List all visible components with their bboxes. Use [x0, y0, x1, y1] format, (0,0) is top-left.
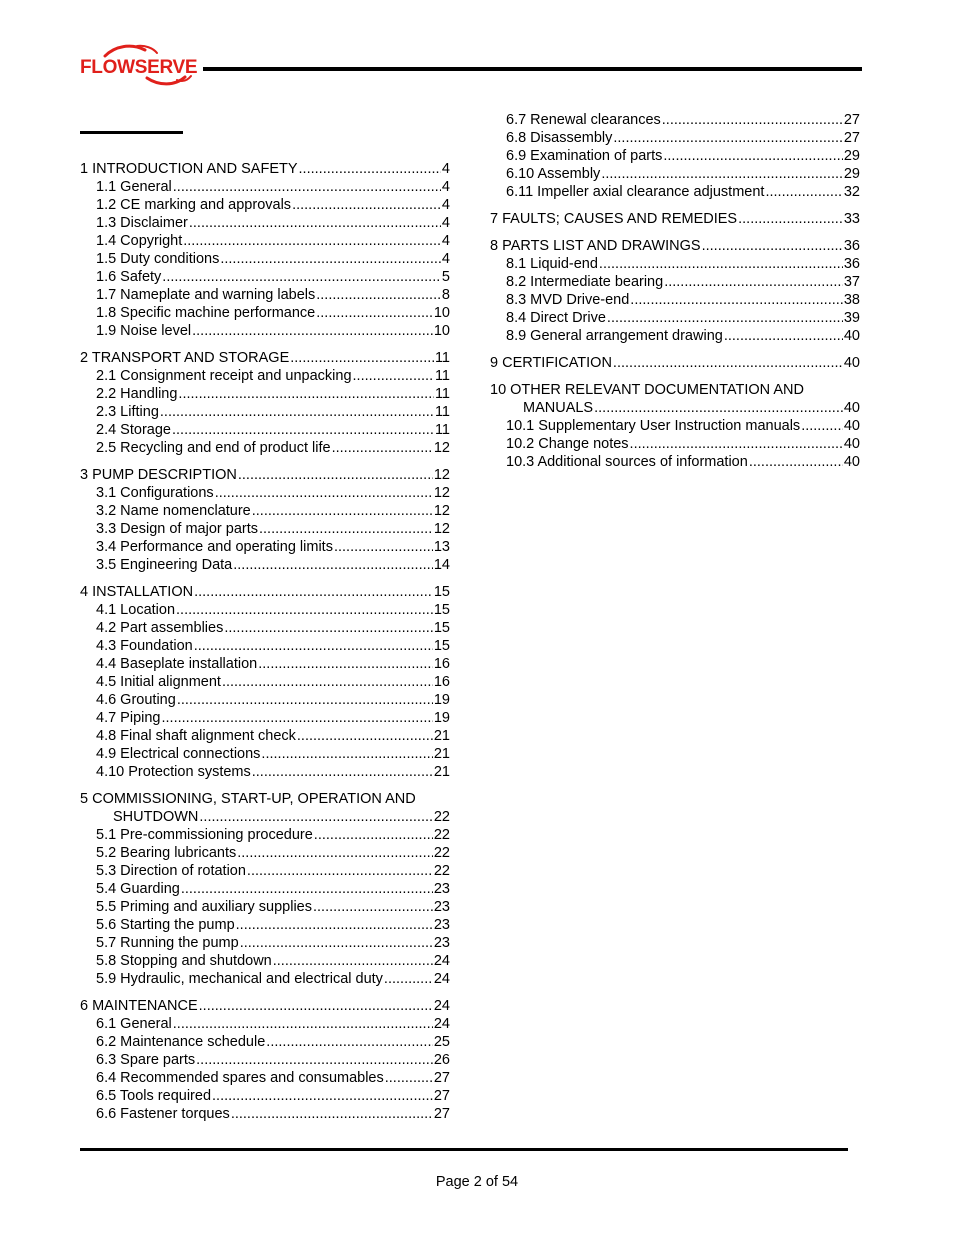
toc-entry-title: 1.1 General [96, 179, 172, 195]
toc-entry-title: 2.1 Consignment receipt and unpacking [96, 368, 352, 384]
dot-leader [189, 214, 441, 232]
toc-entry-page: 19 [433, 692, 450, 708]
toc-subsection-entry[interactable] [80, 367, 450, 385]
toc-entry-page: 21 [433, 746, 450, 762]
dot-leader [630, 291, 843, 309]
dot-leader [212, 1087, 433, 1105]
toc-subsection-entry[interactable] [80, 916, 450, 934]
toc-entry-page: 40 [843, 328, 860, 344]
toc-entry-page: 12 [433, 440, 450, 456]
toc-entry-page: 27 [433, 1106, 450, 1122]
dot-leader [247, 862, 433, 880]
dot-leader [199, 997, 433, 1015]
toc-subsection-entry[interactable] [490, 165, 860, 183]
toc-subsection-entry[interactable] [80, 214, 450, 232]
toc-entry-title: 4.6 Grouting [96, 692, 176, 708]
dot-leader [224, 619, 433, 637]
toc-entry-title: 4.2 Part assemblies [96, 620, 224, 636]
toc-entry-title: 1.5 Duty conditions [96, 251, 220, 267]
dot-leader [299, 160, 441, 178]
toc-entry-page: 27 [843, 130, 860, 146]
toc-subsection-entry[interactable] [490, 309, 860, 327]
toc-subsection-entry[interactable] [80, 709, 450, 727]
dot-leader [238, 466, 433, 484]
toc-entry-title: 1.8 Specific machine performance [96, 305, 316, 321]
toc-section [80, 160, 450, 340]
toc-section [490, 237, 860, 345]
toc-entry-page: 22 [433, 809, 450, 825]
toc-entry-title: 8.1 Liquid-end [506, 256, 598, 272]
dot-leader [252, 763, 433, 781]
dot-leader [594, 399, 843, 417]
toc-subsection-entry[interactable] [80, 439, 450, 457]
toc-subsection-entry[interactable] [80, 520, 450, 538]
toc-subsection-entry[interactable] [80, 844, 450, 862]
dot-leader [292, 196, 441, 214]
toc-subsection-entry[interactable] [80, 637, 450, 655]
dot-leader [316, 304, 433, 322]
toc-subsection-entry[interactable] [80, 178, 450, 196]
toc-section [80, 997, 450, 1123]
dot-leader [662, 111, 843, 129]
toc-entry-page: 16 [433, 674, 450, 690]
toc-entry-page: 11 [434, 422, 450, 438]
toc-entry-page: 11 [434, 350, 450, 366]
toc-entry-page: 24 [433, 1016, 450, 1032]
toc-section-heading[interactable] [490, 354, 860, 372]
toc-entry-title: 5.1 Pre-commissioning procedure [96, 827, 313, 843]
toc-entry-page: 25 [433, 1034, 450, 1050]
toc-entry-title: 6.11 Impeller axial clearance adjustment [506, 184, 765, 200]
toc-subsection-entry[interactable] [80, 232, 450, 250]
toc-subsection-entry[interactable] [490, 183, 860, 201]
toc-entry-page: 11 [434, 386, 450, 402]
toc-entry-title: 3.5 Engineering Data [96, 557, 233, 573]
dot-leader [613, 129, 842, 147]
dot-leader [316, 286, 441, 304]
dot-leader [702, 237, 843, 255]
dot-leader [663, 147, 842, 165]
toc-entry-title: 3.2 Name nomenclature [96, 503, 251, 519]
toc-entry-page: 29 [843, 166, 860, 182]
toc-section-heading-continuation[interactable] [490, 399, 860, 417]
toc-section-heading[interactable] [490, 237, 860, 255]
toc-entry-title: 1 INTRODUCTION AND SAFETY [80, 161, 298, 177]
toc-entry-title: 2.4 Storage [96, 422, 171, 438]
toc-entry-page: 12 [433, 503, 450, 519]
toc-subsection-entry[interactable] [490, 147, 860, 165]
toc-entry-page: 11 [434, 404, 450, 420]
toc-entry-page: 24 [433, 998, 450, 1014]
toc-subsection-entry[interactable] [80, 484, 450, 502]
toc-section [80, 790, 450, 988]
dot-leader [313, 898, 433, 916]
toc-entry-title: 4.7 Piping [96, 710, 161, 726]
toc-subsection-entry[interactable] [80, 880, 450, 898]
toc-subsection-entry[interactable] [490, 273, 860, 291]
toc-entry-page: 23 [433, 917, 450, 933]
toc-entry-title: 6.5 Tools required [96, 1088, 212, 1104]
toc-entry-title: 2.5 Recycling and end of product life [96, 440, 331, 456]
dot-leader [290, 349, 434, 367]
toc-entry-title: 3.1 Configurations [96, 485, 214, 501]
toc-subsection-entry[interactable] [80, 1087, 450, 1105]
toc-section [490, 354, 860, 372]
toc-subsection-entry[interactable] [80, 385, 450, 403]
toc-subsection-entry[interactable] [80, 1015, 450, 1033]
toc-subsection-entry[interactable] [490, 327, 860, 345]
dot-leader [259, 520, 433, 538]
toc-entry-title: 5.5 Priming and auxiliary supplies [96, 899, 312, 915]
toc-entry-page: 15 [433, 620, 450, 636]
dot-leader [724, 327, 843, 345]
toc-entry-page: 4 [441, 251, 450, 267]
toc-entry-title: 1.4 Copyright [96, 233, 183, 249]
toc-entry-page: 15 [433, 584, 450, 600]
toc-subsection-entry[interactable] [80, 250, 450, 268]
toc-entry-title: 2.3 Lifting [96, 404, 159, 420]
toc-entry-title: 8.3 MVD Drive-end [506, 292, 630, 308]
toc-entry-page: 16 [433, 656, 450, 672]
toc-entry-title: 4.9 Electrical connections [96, 746, 261, 762]
toc-subsection-entry[interactable] [80, 1069, 450, 1087]
toc-entry-page: 26 [433, 1052, 450, 1068]
dot-leader [261, 745, 432, 763]
toc-entry-page: 12 [433, 521, 450, 537]
toc-section-heading[interactable] [80, 466, 450, 484]
toc-subsection-entry[interactable] [80, 763, 450, 781]
dot-leader [384, 970, 433, 988]
toc-entry-title: 5.9 Hydraulic, mechanical and electrical duty [96, 971, 383, 987]
toc-subsection-entry[interactable] [80, 403, 450, 421]
toc-entry-title: 6.3 Spare parts [96, 1052, 196, 1068]
dot-leader [192, 322, 433, 340]
toc-entry-page: 39 [843, 310, 860, 326]
toc-entry-title: 4.3 Foundation [96, 638, 193, 654]
toc-entry-title: 9 CERTIFICATION [490, 355, 612, 371]
toc-entry-title: 5.4 Guarding [96, 881, 180, 897]
footer-rule [80, 1148, 848, 1151]
toc-entry-page: 40 [843, 418, 860, 434]
toc-entry-title: 5.7 Running the pump [96, 935, 239, 951]
toc-entry-page: 4 [441, 179, 450, 195]
header-rule [203, 67, 862, 71]
toc-subsection-entry[interactable] [490, 111, 860, 129]
toc-entry-page: 14 [433, 557, 450, 573]
toc-section [490, 210, 860, 228]
toc-entry-title: 1.7 Nameplate and warning labels [96, 287, 316, 303]
toc-entry-page: 19 [433, 710, 450, 726]
dot-leader [607, 309, 843, 327]
toc-entry-page: 15 [433, 638, 450, 654]
dot-leader [233, 556, 433, 574]
toc-entry-page: 10 [433, 323, 450, 339]
toc-subsection-entry[interactable] [80, 556, 450, 574]
toc-section-heading[interactable]: 10 OTHER RELEVANT DOCUMENTATION AND [490, 382, 804, 398]
toc-subsection-entry[interactable] [80, 898, 450, 916]
dot-leader [240, 934, 433, 952]
toc-section [490, 381, 860, 471]
dot-leader [749, 453, 843, 471]
toc-entry-title: 10.3 Additional sources of information [506, 454, 748, 470]
toc-subsection-entry[interactable] [490, 435, 860, 453]
toc-entry-title: 2.2 Handling [96, 386, 178, 402]
flowserve-logo [79, 44, 197, 88]
page-number: Page 2 of 54 [435, 1174, 519, 1190]
toc-subsection-entry[interactable] [80, 286, 450, 304]
dot-leader [160, 403, 434, 421]
toc-entry-page: 12 [433, 485, 450, 501]
toc-entry-title: 6.6 Fastener torques [96, 1106, 230, 1122]
toc-entry-title: 6.8 Disassembly [506, 130, 613, 146]
toc-entry-page: 24 [433, 953, 450, 969]
toc-subsection-entry[interactable] [80, 655, 450, 673]
dot-leader [178, 385, 434, 403]
dot-leader [172, 421, 434, 439]
toc-subsection-entry[interactable] [80, 970, 450, 988]
dot-leader [177, 691, 433, 709]
toc-subsection-entry[interactable] [490, 453, 860, 471]
contents-heading-rule [80, 131, 183, 134]
toc-entry-page: 23 [433, 881, 450, 897]
toc-entry-title: SHUTDOWN [113, 809, 199, 825]
dot-leader [215, 484, 433, 502]
toc-entry-title: 1.3 Disclaimer [96, 215, 188, 231]
dot-leader [199, 808, 432, 826]
toc-subsection-entry[interactable] [80, 601, 450, 619]
toc-section [80, 466, 450, 574]
toc-subsection-entry[interactable] [80, 1033, 450, 1051]
toc-subsection-entry[interactable] [80, 304, 450, 322]
toc-section-heading[interactable] [80, 583, 450, 601]
dot-leader [765, 183, 842, 201]
toc-subsection-entry[interactable] [80, 934, 450, 952]
toc-entry-title: MANUALS [523, 400, 594, 416]
dot-leader [630, 435, 843, 453]
dot-leader [258, 655, 433, 673]
toc-entry-page: 10 [433, 305, 450, 321]
toc-subsection-entry[interactable] [490, 291, 860, 309]
toc-entry-title: 3 PUMP DESCRIPTION [80, 467, 237, 483]
toc-subsection-entry[interactable] [490, 255, 860, 273]
dot-leader [801, 417, 843, 435]
toc-section-heading[interactable] [80, 349, 450, 367]
toc-entry-title: 1.9 Noise level [96, 323, 192, 339]
toc-entry-title: 6.4 Recommended spares and consumables [96, 1070, 384, 1086]
toc-entry-page: 40 [843, 355, 860, 371]
toc-entry-title: 6.10 Assembly [506, 166, 601, 182]
dot-leader [194, 637, 433, 655]
toc-entry-title: 5.2 Bearing lubricants [96, 845, 237, 861]
toc-subsection-entry[interactable] [80, 619, 450, 637]
dot-leader [314, 826, 433, 844]
toc-entry-title: 6.1 General [96, 1016, 172, 1032]
toc-entry-title: 4.1 Location [96, 602, 176, 618]
dot-leader [176, 601, 433, 619]
dot-leader [173, 1015, 433, 1033]
dot-leader [385, 1069, 433, 1087]
toc-section-heading[interactable] [80, 160, 450, 178]
toc-entry-title: 8.9 General arrangement drawing [506, 328, 723, 344]
toc-entry-title: 4.8 Final shaft alignment check [96, 728, 296, 744]
toc-entry-page: 4 [441, 197, 450, 213]
toc-section-heading-continuation[interactable] [80, 808, 450, 826]
toc-entry-page: 36 [843, 256, 860, 272]
toc-entry-page: 27 [433, 1070, 450, 1086]
toc-subsection-entry[interactable] [490, 417, 860, 435]
dot-leader [222, 673, 433, 691]
toc-entry-page: 27 [433, 1088, 450, 1104]
toc-entry-title: 5.8 Stopping and shutdown [96, 953, 272, 969]
logo-wordmark: FLOWSERVE [80, 57, 198, 78]
toc-entry-title: 1.2 CE marking and approvals [96, 197, 292, 213]
toc-entry-page: 22 [433, 863, 450, 879]
toc-entry-title: 1.6 Safety [96, 269, 162, 285]
toc-entry-page: 15 [433, 602, 450, 618]
toc-entry-title: 4.10 Protection systems [96, 764, 251, 780]
toc-subsection-entry[interactable] [80, 502, 450, 520]
toc-entry-page: 38 [843, 292, 860, 308]
toc-right-column [490, 111, 860, 480]
toc-entry-page: 11 [434, 368, 450, 384]
toc-entry-title: 10.2 Change notes [506, 436, 629, 452]
dot-leader [220, 250, 441, 268]
dot-leader [196, 1051, 433, 1069]
dot-leader [181, 880, 433, 898]
toc-entry-title: 2 TRANSPORT AND STORAGE [80, 350, 290, 366]
toc-subsection-entry[interactable] [80, 1105, 450, 1123]
dot-leader [334, 538, 433, 556]
toc-entry-page: 37 [843, 274, 860, 290]
dot-leader [599, 255, 843, 273]
toc-entry-title: 8.4 Direct Drive [506, 310, 606, 326]
toc-entry-page: 22 [433, 827, 450, 843]
toc-entry-title: 6.9 Examination of parts [506, 148, 663, 164]
toc-subsection-entry[interactable] [80, 538, 450, 556]
dot-leader [273, 952, 433, 970]
toc-subsection-entry[interactable] [80, 322, 450, 340]
toc-entry-page: 36 [843, 238, 860, 254]
toc-entry-title: 7 FAULTS; CAUSES AND REMEDIES [490, 211, 738, 227]
toc-subsection-entry[interactable] [80, 727, 450, 745]
dot-leader [162, 268, 441, 286]
dot-leader [173, 178, 441, 196]
toc-entry-page: 40 [843, 436, 860, 452]
dot-leader [353, 367, 434, 385]
dot-leader [237, 844, 433, 862]
toc-entry-title: 4.4 Baseplate installation [96, 656, 258, 672]
toc-subsection-entry[interactable] [80, 1051, 450, 1069]
dot-leader [236, 916, 433, 934]
toc-entry-title: 6.7 Renewal clearances [506, 112, 661, 128]
toc-entry-title: 3.4 Performance and operating limits [96, 539, 333, 555]
toc-entry-page: 4 [441, 161, 450, 177]
toc-entry-page: 32 [843, 184, 860, 200]
toc-entry-page: 24 [433, 971, 450, 987]
toc-subsection-entry[interactable] [80, 862, 450, 880]
toc-entry-page: 27 [843, 112, 860, 128]
toc-entry-page: 13 [433, 539, 450, 555]
toc-section-heading[interactable] [490, 210, 860, 228]
dot-leader [231, 1105, 433, 1123]
toc-entry-title: 5.6 Starting the pump [96, 917, 235, 933]
dot-leader [162, 709, 433, 727]
toc-section-heading[interactable]: 5 COMMISSIONING, START-UP, OPERATION AND [80, 791, 416, 807]
toc-section [80, 349, 450, 457]
dot-leader [183, 232, 441, 250]
toc-entry-page: 12 [433, 467, 450, 483]
dot-leader [738, 210, 843, 228]
toc-entry-page: 5 [441, 269, 450, 285]
toc-left-column [80, 160, 450, 1132]
dot-leader [601, 165, 843, 183]
toc-entry-title: 4 INSTALLATION [80, 584, 194, 600]
toc-subsection-entry[interactable] [490, 129, 860, 147]
dot-leader [664, 273, 843, 291]
toc-entry-title: 5.3 Direction of rotation [96, 863, 246, 879]
dot-leader [266, 1033, 433, 1051]
toc-entry-title: 6 MAINTENANCE [80, 998, 198, 1014]
toc-subsection-entry[interactable] [80, 826, 450, 844]
toc-section [80, 583, 450, 781]
toc-subsection-entry[interactable] [80, 745, 450, 763]
toc-entry-title: 8.2 Intermediate bearing [506, 274, 664, 290]
toc-entry-page: 21 [433, 764, 450, 780]
toc-section [490, 111, 860, 201]
toc-subsection-entry[interactable] [80, 196, 450, 214]
toc-entry-page: 8 [441, 287, 450, 303]
toc-entry-page: 33 [843, 211, 860, 227]
dot-leader [613, 354, 843, 372]
dot-leader [252, 502, 433, 520]
toc-entry-page: 40 [843, 400, 860, 416]
dot-leader [194, 583, 433, 601]
toc-entry-title: 10.1 Supplementary User Instruction manuals [506, 418, 801, 434]
toc-subsection-entry[interactable] [80, 268, 450, 286]
dot-leader [297, 727, 433, 745]
toc-entry-title: 6.2 Maintenance schedule [96, 1034, 266, 1050]
toc-entry-page: 29 [843, 148, 860, 164]
toc-entry-page: 23 [433, 935, 450, 951]
toc-entry-page: 23 [433, 899, 450, 915]
toc-entry-title: 8 PARTS LIST AND DRAWINGS [490, 238, 701, 254]
toc-subsection-entry[interactable] [80, 673, 450, 691]
dot-leader [332, 439, 433, 457]
toc-entry-page: 22 [433, 845, 450, 861]
toc-section-heading[interactable] [80, 997, 450, 1015]
toc-subsection-entry[interactable] [80, 952, 450, 970]
toc-entry-title: 4.5 Initial alignment [96, 674, 221, 690]
toc-entry-page: 4 [441, 215, 450, 231]
toc-subsection-entry[interactable] [80, 421, 450, 439]
toc-entry-title: 3.3 Design of major parts [96, 521, 258, 537]
toc-subsection-entry[interactable] [80, 691, 450, 709]
toc-entry-page: 40 [843, 454, 860, 470]
toc-entry-page: 4 [441, 233, 450, 249]
toc-entry-page: 21 [433, 728, 450, 744]
